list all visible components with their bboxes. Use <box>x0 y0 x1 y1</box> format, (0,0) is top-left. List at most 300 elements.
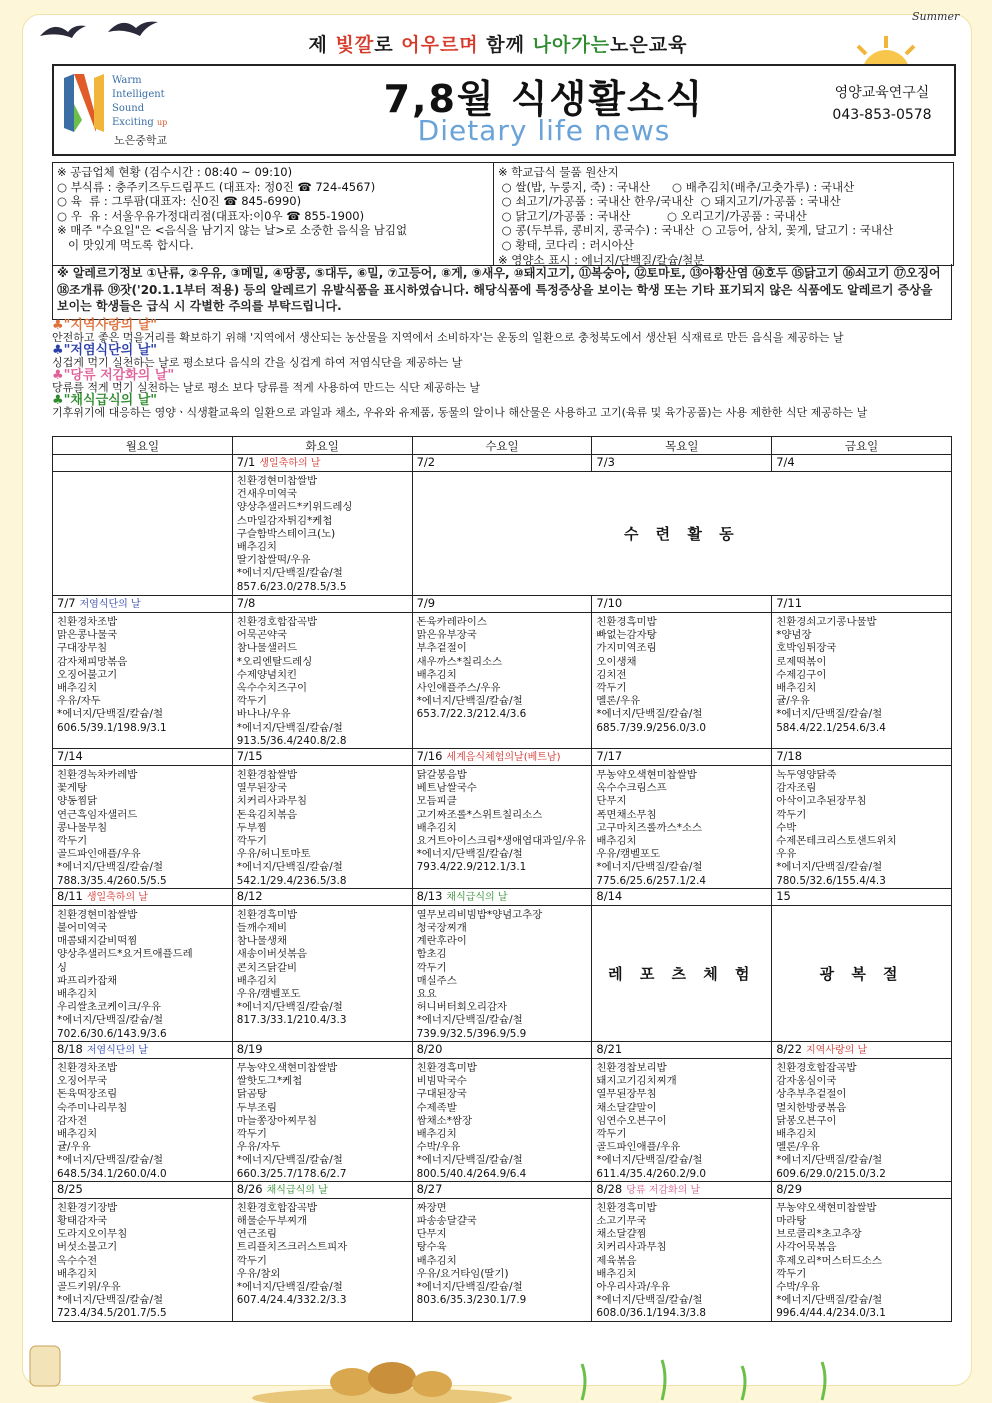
menu-item: 소고기무국 <box>596 1214 647 1227</box>
allergy-notice: ※ 알레르기정보 ①난류, ②우유, ③메밀, ④땅콩, ⑤대두, ⑥밀, ⑦고등어, ⑧게, ⑨새우, ⑩돼지고기, ⑪복숭아, ⑫토마토, ⑬아황산염 ⑭호두 ⑮닭고기 ⑯쇠고기 ⑰오징어 ⑱조개류 ⑲잣('20.1.1부터 적용) 등의 알레르기 유발식품을 표시하였습니다. 해당식품에 특정증상을 보이는 학생 또는 기타 표기되지 않은 식품에도 알레르기 증상을 보이는 학생들은 급식 시 각별한 주의를 부탁드립니다. <box>52 264 952 320</box>
menu-item: 로제떡볶이 <box>776 655 827 668</box>
origin-line: ○ 쇠고기/가공품 : 국내산 한우/국내산 ○ 돼지고기/가공품 : 국내산 <box>498 194 841 209</box>
date-label: 8/27 <box>416 1181 443 1196</box>
page-title: 7,8월 식생활소식 <box>383 77 705 121</box>
menu-item: 스마일감자튀김*케첩 <box>236 514 333 527</box>
menu-item: 깍두기 <box>596 1127 627 1140</box>
weekday-header: 월요일 <box>53 437 233 455</box>
menu-date <box>232 888 412 905</box>
menu-item: 배추김치 <box>416 1254 457 1267</box>
menu-item: 542.1/29.4/236.5/3.8 <box>236 874 347 887</box>
menu-date <box>232 749 412 766</box>
day-theme-label: 생일축하의 날 <box>259 458 321 469</box>
menu-item: 857.6/23.0/278.5/3.5 <box>236 580 347 593</box>
date-label: 7/2 <box>416 455 436 469</box>
menu-item: 깍두기 <box>776 1267 807 1280</box>
date-label: 7/10 <box>596 596 623 610</box>
menu-item: 건새우미역국 <box>236 488 298 501</box>
menu-item: *에너지/단백질/칼슘/철 <box>57 1014 164 1027</box>
school-motto: Warm Intelligent Sound Exciting up <box>112 75 168 128</box>
date-label: 7/7 <box>57 596 76 610</box>
date-label: 7/15 <box>236 749 263 764</box>
day-theme-label: 채식급식의 날 <box>266 1184 328 1196</box>
menu-item: 단무지 <box>416 1228 447 1241</box>
menu-item: 우리쌀초코케이크/우유 <box>57 1001 161 1014</box>
supplier-list <box>57 165 485 253</box>
menu-item: 옥수수크림스프 <box>596 782 667 795</box>
menu-item: *에너지/단백질/칼슘/철 <box>596 1294 703 1307</box>
supplier-line: ○ 우 유 : 서울우유가정대리점(대표자:이0우 ☎ 855-1900) <box>57 208 365 223</box>
menu-cell <box>592 1058 772 1181</box>
menu-item: 꽃게탕 <box>57 782 88 795</box>
menu-item: 사각어묵볶음 <box>776 1241 837 1254</box>
date-label: 8/11 <box>57 888 83 903</box>
menu-item: 두부조림 <box>236 1101 277 1114</box>
menu-item: 열무된장무침 <box>596 1088 657 1101</box>
menu-item: 친환경차조밥 <box>57 616 118 628</box>
menu-item: 우유/자두 <box>236 1141 281 1154</box>
event-cell: 광 복 절 <box>772 905 952 1041</box>
menu-item: 양동찜닭 <box>57 795 98 808</box>
menu-item: 우유/자두 <box>57 695 101 708</box>
menu-item: 닭봉오븐구이 <box>776 1114 837 1127</box>
event-cell: 레 포 츠 체 험 <box>592 905 772 1041</box>
menu-date <box>53 749 233 766</box>
menu-item: 어묵곤약국 <box>236 629 287 642</box>
special-day-desc: 싱겁게 먹기 실천하는 날로 평소보다 음식의 간을 싱겁게 하여 저염식단을 제공하는 날 <box>52 356 463 369</box>
menu-item: 임연수오븐구이 <box>596 1114 667 1127</box>
menu-item: 수제양념치킨 <box>236 668 298 681</box>
menu-cell <box>412 905 592 1041</box>
origin-line: ○ 쌀(밥, 누룽지, 죽) : 국내산 ○ 배추김치(배추/고춧가루) : 국내산 <box>498 179 855 194</box>
menu-item: 버섯소불고기 <box>57 1241 118 1254</box>
menu-item: 녹두영양닭죽 <box>776 769 837 782</box>
menu-item: 깍두기 <box>416 961 447 974</box>
menu-item: 788.3/35.4/260.5/5.5 <box>57 874 167 887</box>
menu-cell <box>772 1198 952 1321</box>
menu-item: *에너지/단백질/칼슘/철 <box>416 695 523 708</box>
menu-item: 깍두기 <box>236 695 267 708</box>
menu-item: 수박/우유 <box>776 1280 820 1293</box>
menu-item: 쌀핫도그*케첩 <box>236 1075 303 1088</box>
origin-line: ○ 황태, 코다리 : 러시아산 <box>498 237 634 252</box>
swallow-birds-icon <box>34 14 174 54</box>
menu-item: 연근조림 <box>236 1228 277 1241</box>
menu-item: 996.4/44.4/234.0/3.1 <box>776 1307 886 1320</box>
menu-item: 배추김치 <box>57 1127 98 1140</box>
supplier-origin-info <box>52 162 954 266</box>
menu-item: 685.7/39.9/256.0/3.0 <box>596 721 707 734</box>
menu-item: 허니버터회오리감자 <box>416 1001 507 1014</box>
special-day-title: ♣"지역사랑의 날" <box>52 318 158 333</box>
menu-cell <box>772 766 952 889</box>
menu-cell <box>232 905 412 1041</box>
menu-item: 793.4/22.9/212.1/3.1 <box>416 861 527 874</box>
menu-item: 치커리사과무침 <box>596 1241 667 1254</box>
menu-item: 깍두기 <box>57 835 88 848</box>
menu-item: 수박 <box>776 821 797 834</box>
date-label: 8/13 <box>416 888 443 903</box>
date-label: 7/1 <box>236 455 256 469</box>
menu-item: 청국장찌개 <box>416 922 467 935</box>
menu-item: 새우까스*칠리소스 <box>416 655 503 668</box>
menu-item: 깍두기 <box>236 835 267 848</box>
menu-item: 아삭이고추된장무침 <box>776 795 867 808</box>
menu-item: 쌈채소*쌈장 <box>416 1114 472 1127</box>
menu-item: 584.4/22.1/254.6/3.4 <box>776 721 886 734</box>
menu-cell <box>592 1198 772 1321</box>
menu-date <box>412 749 592 766</box>
menu-cell <box>53 905 233 1041</box>
menu-item: 매콤돼지갈비떡찜 <box>57 935 138 948</box>
menu-item: 친환경호합잡곡밥 <box>236 616 318 628</box>
menu-item: 배추김치 <box>57 682 98 695</box>
date-label: 8/21 <box>596 1041 623 1056</box>
menu-item: 호박임튀장국 <box>776 642 837 655</box>
date-label: 8/20 <box>416 1041 443 1056</box>
page-subtitle: Dietary life news <box>417 114 671 147</box>
menu-item: 마늘쫑장아찌무침 <box>236 1114 318 1127</box>
special-day-desc: 안전하고 좋은 먹을거리를 확보하기 위해 '지역에서 생산되는 농산물을 지역에서 소비하자'는 운동의 일환으로 충청북도에서 생산된 식재료로 만든 음식을 제공하는 날 <box>52 331 844 344</box>
menu-cell <box>592 766 772 889</box>
menu-item: 브로콜리*초고추장 <box>776 1228 862 1241</box>
menu-item: *에너지/단백질/칼슘/철 <box>57 708 164 721</box>
menu-date <box>412 455 592 472</box>
event-cell: 수 련 활 동 <box>412 472 951 596</box>
menu-item: 배추김치 <box>416 668 457 681</box>
menu-item: 열무된장국 <box>236 782 287 795</box>
menu-cell <box>592 613 772 749</box>
menu-date <box>772 888 952 905</box>
menu-item: *양념장 <box>776 629 812 642</box>
menu-item: 돈육카레라이스 <box>416 616 487 628</box>
menu-item: 연근흑임자샐러드 <box>57 808 138 821</box>
newsletter-header <box>52 64 956 156</box>
menu-item: 요거트아이스크림*생애엽대과일/우유 <box>416 835 586 848</box>
menu-date <box>592 596 772 613</box>
menu-item: 싱 <box>57 961 68 974</box>
weekday-header: 목요일 <box>592 437 772 455</box>
date-label: 7/11 <box>776 596 803 610</box>
bottom-decoration-icon <box>22 1340 970 1403</box>
menu-item: 배추김치 <box>596 1267 637 1280</box>
menu-item: 사인애플주스/우유 <box>416 682 501 695</box>
menu-item: 치커리사과무침 <box>236 795 308 808</box>
menu-cell <box>232 766 412 889</box>
special-day-desc: 기후위기에 대응하는 영양ㆍ식생활교육의 일환으로 과일과 채소, 우유와 유제품, 동물의 알이나 해산물은 사용하고 고기(육류 및 육가공품)는 사용 제한한 식단 제공하는 날 <box>52 406 868 419</box>
menu-item: 멜론/우유 <box>596 695 641 708</box>
menu-date <box>772 1181 952 1198</box>
day-theme-label: 저염식단의 날 <box>79 599 141 610</box>
menu-item: 김치전 <box>596 668 627 681</box>
menu-date <box>412 1181 592 1198</box>
date-label: 7/16 <box>416 749 443 764</box>
contact-info: 영양교육연구실 043-853-0578 <box>832 85 932 123</box>
menu-item: 깍두기 <box>596 682 627 695</box>
menu-item: 오징어불고기 <box>57 668 118 681</box>
menu-item: 불어미역국 <box>57 922 108 935</box>
menu-item: *에너지/단백질/칼슘/철 <box>596 861 703 874</box>
menu-item: 맑은유부장국 <box>416 629 477 642</box>
menu-item: 깍두기 <box>236 1254 267 1267</box>
menu-item: *에너지/단백질/칼슘/철 <box>57 1294 164 1307</box>
menu-item: 배추김치 <box>776 1127 817 1140</box>
day-theme-label: 당류 저감화의 날 <box>626 1184 701 1196</box>
menu-item: *에너지/단백질/칼슘/철 <box>776 708 883 721</box>
menu-item: 옥수수전 <box>57 1254 98 1267</box>
menu-item: 723.4/34.5/201.7/5.5 <box>57 1307 167 1320</box>
origin-list <box>493 163 951 265</box>
menu-item: 구슬함박스테이크(노) <box>236 527 336 540</box>
menu-item: 648.5/34.1/260.0/4.0 <box>57 1167 167 1180</box>
menu-item: 맑은콩나물국 <box>57 629 118 642</box>
menu-cell <box>772 613 952 749</box>
date-label: 8/25 <box>57 1181 83 1196</box>
menu-item: *에너지/단백질/칼슘/철 <box>776 861 883 874</box>
supplier-line: ○ 육 류 : 그루팜(대표자: 신0진 ☎ 845-6990) <box>57 194 302 209</box>
menu-cell <box>53 1058 233 1181</box>
date-label: 8/29 <box>776 1181 803 1196</box>
date-label: 7/14 <box>57 749 83 764</box>
menu-cell <box>232 1198 412 1321</box>
menu-item: 친환경차조밥 <box>57 1061 118 1074</box>
date-label: 7/8 <box>236 596 256 610</box>
date-label: 8/22 <box>776 1041 803 1056</box>
day-theme-label: 저염식단의 날 <box>86 1044 148 1056</box>
menu-item: 황태감자국 <box>57 1214 108 1227</box>
menu-item: 우유/허니토마토 <box>236 848 311 861</box>
weekday-header: 화요일 <box>232 437 412 455</box>
menu-item: 짜장면 <box>416 1201 447 1214</box>
menu-item: 수제몬테크리스토샌드위치 <box>776 835 897 848</box>
menu-item: 친환경호합잡곡밥 <box>236 1201 318 1214</box>
menu-item: *에너지/단백질/칼슘/철 <box>416 848 523 861</box>
menu-item: *오리엔탈드레싱 <box>236 655 313 668</box>
menu-item: 참나물샐러드 <box>236 642 298 655</box>
menu-item: 무농약오색현미찹쌀밥 <box>596 769 697 782</box>
menu-item: *에너지/단백질/칼슘/철 <box>776 1294 883 1307</box>
menu-item: *에너지/단백질/칼슘/철 <box>236 1280 343 1293</box>
supplier-line: ※ 매주 "수요일"은 <음식을 남기지 않는 날>로 소중한 음식을 남김없 <box>57 223 408 238</box>
menu-item: 들깨수제비 <box>236 922 287 935</box>
menu-item: 609.6/29.0/215.0/3.2 <box>776 1167 886 1180</box>
menu-date <box>53 455 233 472</box>
date-label: 7/4 <box>776 455 795 469</box>
menu-item: 바나나/우유 <box>236 708 291 721</box>
menu-item: 608.0/36.1/194.3/3.8 <box>596 1307 707 1320</box>
menu-item: 콘치즈닭갈비 <box>236 961 298 974</box>
menu-item: 돼지고기김치찌개 <box>596 1075 677 1088</box>
menu-item: 감자채피망볶음 <box>57 655 128 668</box>
menu-item: *에너지/단백질/칼슘/철 <box>57 1154 164 1167</box>
menu-item: 친환경흑미밥 <box>596 1201 657 1214</box>
special-day-title: ♣"채식급식의 날" <box>52 393 158 408</box>
day-theme-label: 지역사랑의 날 <box>806 1044 868 1056</box>
date-label: 8/19 <box>236 1041 263 1056</box>
menu-cell <box>53 766 233 889</box>
menu-date <box>772 596 952 613</box>
menu-item: 멜론/우유 <box>776 1141 820 1154</box>
menu-item: 두부찜 <box>236 821 267 834</box>
menu-date <box>412 596 592 613</box>
menu-item: 감자옹심이국 <box>776 1075 837 1088</box>
menu-date <box>232 455 412 472</box>
weekday-header: 금요일 <box>772 437 952 455</box>
menu-item: 803.6/35.3/230.1/7.9 <box>416 1294 527 1307</box>
origin-line: ○ 닭고기/가공품 : 국내산 ○ 오리고기/가공품 : 국내산 <box>498 208 807 223</box>
supplier-line: ※ 공급업체 현황 (검수시간 : 08:40 ~ 09:10) <box>57 165 293 179</box>
menu-item: 제육볶음 <box>596 1254 637 1267</box>
menu-item: 함초김 <box>416 948 447 961</box>
menu-item: 775.6/25.6/257.1/2.4 <box>596 874 707 887</box>
menu-cell <box>53 613 233 749</box>
menu-item: 파프리카잡채 <box>57 974 118 987</box>
menu-item: 무농약오색현미찹쌀밥 <box>236 1061 338 1074</box>
menu-item: 깍두기 <box>776 808 807 821</box>
school-n-logo-icon <box>62 74 106 132</box>
supplier-line: 이 맛있게 먹도록 합시다. <box>57 237 194 252</box>
menu-item: *에너지/단백질/칼슘/철 <box>776 1154 883 1167</box>
menu-item: 양상추샐러드*요거트애플드레 <box>57 948 193 961</box>
menu-item: 숙주미나리무침 <box>57 1101 128 1114</box>
menu-date <box>232 596 412 613</box>
menu-item: 친환경찹보리밥 <box>596 1061 667 1074</box>
menu-item: 친환경기장밥 <box>57 1201 118 1214</box>
menu-item: 배추김치 <box>416 821 457 834</box>
menu-date <box>592 455 772 472</box>
menu-item: 배추김치 <box>776 682 817 695</box>
menu-date <box>53 1041 233 1058</box>
date-label: 7/3 <box>596 455 615 469</box>
menu-cell <box>412 613 592 749</box>
menu-item: 수제김구이 <box>776 668 827 681</box>
menu-cell <box>412 766 592 889</box>
menu-item: 양상추샐러드*키위드레싱 <box>236 501 353 514</box>
special-day-title: ♣"당류 저감화의 날" <box>52 368 175 383</box>
menu-item: 아우리사과/우유 <box>596 1280 671 1293</box>
menu-item: 친환경쇠고기콩나물밥 <box>776 616 877 628</box>
menu-item: 해물순두부찌개 <box>236 1214 308 1227</box>
menu-item: 수제족발 <box>416 1101 457 1114</box>
menu-item: 수박/우유 <box>416 1141 461 1154</box>
menu-item: 우유/요거타임(딸기) <box>416 1267 509 1280</box>
menu-cell <box>53 472 233 596</box>
menu-item: 감자조림 <box>776 782 817 795</box>
menu-item: *에너지/단백질/칼슘/철 <box>236 1154 343 1167</box>
menu-item: 탕수육 <box>416 1241 447 1254</box>
menu-item: 마라탕 <box>776 1214 807 1227</box>
menu-date <box>592 1181 772 1198</box>
menu-item: 돈육김치볶음 <box>236 808 298 821</box>
menu-item: 우유/캠벨포도 <box>596 848 661 861</box>
menu-item: 후제오리*머스터드소스 <box>776 1254 882 1267</box>
special-day-desc: 당류를 적게 먹기 실천하는 날로 평소 보다 당류를 적게 사용하여 만드는 식단 제공하는 날 <box>52 381 480 394</box>
menu-item: *에너지/단백질/칼슘/철 <box>236 721 343 734</box>
menu-item: *에너지/단백질/칼슘/철 <box>416 1280 523 1293</box>
menu-item: 단무지 <box>596 795 627 808</box>
menu-item: 친환경흑미밥 <box>596 616 657 628</box>
date-label: 7/9 <box>416 596 436 610</box>
menu-item: 친환경녹차카레밥 <box>57 769 138 782</box>
menu-item: 열무보리비빔밥*양념고추장 <box>416 908 543 921</box>
special-days-legend <box>52 320 952 420</box>
menu-item: *에너지/단백질/칼슘/철 <box>596 708 703 721</box>
menu-date <box>592 888 772 905</box>
menu-cell <box>232 613 412 749</box>
menu-item: *에너지/단백질/칼슘/철 <box>236 1001 343 1014</box>
menu-item: 무농약오색현미찹쌀밥 <box>776 1201 877 1214</box>
menu-item: 모듬피클 <box>416 795 457 808</box>
menu-item: 660.3/25.7/178.6/2.7 <box>236 1167 347 1180</box>
menu-item: *에너지/단백질/칼슘/철 <box>236 861 343 874</box>
menu-item: 배추김치 <box>236 974 277 987</box>
date-label: 8/28 <box>596 1181 623 1196</box>
menu-item: 배추김치 <box>236 541 277 554</box>
menu-date <box>592 749 772 766</box>
menu-item: 우유/캠벨포도 <box>236 988 301 1001</box>
menu-item: 606.5/39.1/198.9/3.1 <box>57 721 167 734</box>
menu-item: 골드키위/우유 <box>57 1280 121 1293</box>
menu-item: 골드파인애플/우유 <box>596 1141 681 1154</box>
menu-item: 계란후라이 <box>416 935 467 948</box>
menu-item: *에너지/단백질/칼슘/철 <box>57 861 164 874</box>
menu-date <box>53 596 233 613</box>
menu-item: 배추김치 <box>57 1267 98 1280</box>
menu-date <box>592 1041 772 1058</box>
menu-item: 913.5/36.4/240.8/2.8 <box>236 734 347 747</box>
origin-line: ※ 영양소 표시 : 에너지/단백질/칼슘/철분 <box>498 252 705 267</box>
menu-item: 가지미역조림 <box>596 642 657 655</box>
menu-item: 고기짜조롤*스위트칠리소스 <box>416 808 543 821</box>
summer-label: Summer <box>912 10 960 23</box>
menu-calendar <box>52 436 952 1322</box>
origin-line: ○ 콩(두부류, 콩비지, 콩국수) : 국내산 ○ 고등어, 삼치, 꽃게, 달고기 : 국내산 <box>498 223 894 238</box>
menu-item: 채소달걀찜 <box>596 1228 647 1241</box>
menu-item: 배추김치 <box>416 1127 457 1140</box>
menu-item: 파송송달걀국 <box>416 1214 477 1227</box>
menu-item: 베트남쌀국수 <box>416 782 477 795</box>
menu-date <box>772 1041 952 1058</box>
menu-item: 매실주스 <box>416 974 457 987</box>
menu-item: 감자전 <box>57 1114 88 1127</box>
menu-item: 옥수수치즈구이 <box>236 682 308 695</box>
menu-item: *에너지/단백질/칼슘/철 <box>416 1014 523 1027</box>
menu-item: 고구마치즈롤까스*소스 <box>596 821 702 834</box>
menu-item: 트리플치즈크러스트피자 <box>236 1241 348 1254</box>
menu-date <box>772 455 952 472</box>
menu-item: 닭갈봉음밥 <box>416 769 467 782</box>
menu-item: 구대장무침 <box>57 642 108 655</box>
date-label: 7/17 <box>596 749 623 764</box>
menu-item: *에너지/단백질/칼슘/철 <box>236 567 343 580</box>
school-logo <box>58 70 202 148</box>
menu-date <box>53 888 233 905</box>
menu-item: 친환경호합잡곡밥 <box>776 1061 857 1074</box>
menu-item: 우유/참외 <box>236 1267 281 1280</box>
menu-item: 607.4/24.4/332.2/3.3 <box>236 1294 347 1307</box>
menu-cell <box>772 1058 952 1181</box>
menu-item: 배추김치 <box>596 835 637 848</box>
menu-item: 딸기찹쌀떡/우유 <box>236 554 311 567</box>
menu-item: 채소달걀말이 <box>596 1101 657 1114</box>
menu-item: 새송이버섯볶음 <box>236 948 308 961</box>
menu-item: *에너지/단백질/칼슘/철 <box>596 1154 703 1167</box>
menu-item: 깍두기 <box>236 1127 267 1140</box>
menu-item: 친환경현미찹쌀밥 <box>236 475 318 487</box>
menu-item: 골드파인애플/우유 <box>57 848 141 861</box>
menu-item: 콩나물무침 <box>57 821 108 834</box>
menu-date <box>412 1041 592 1058</box>
